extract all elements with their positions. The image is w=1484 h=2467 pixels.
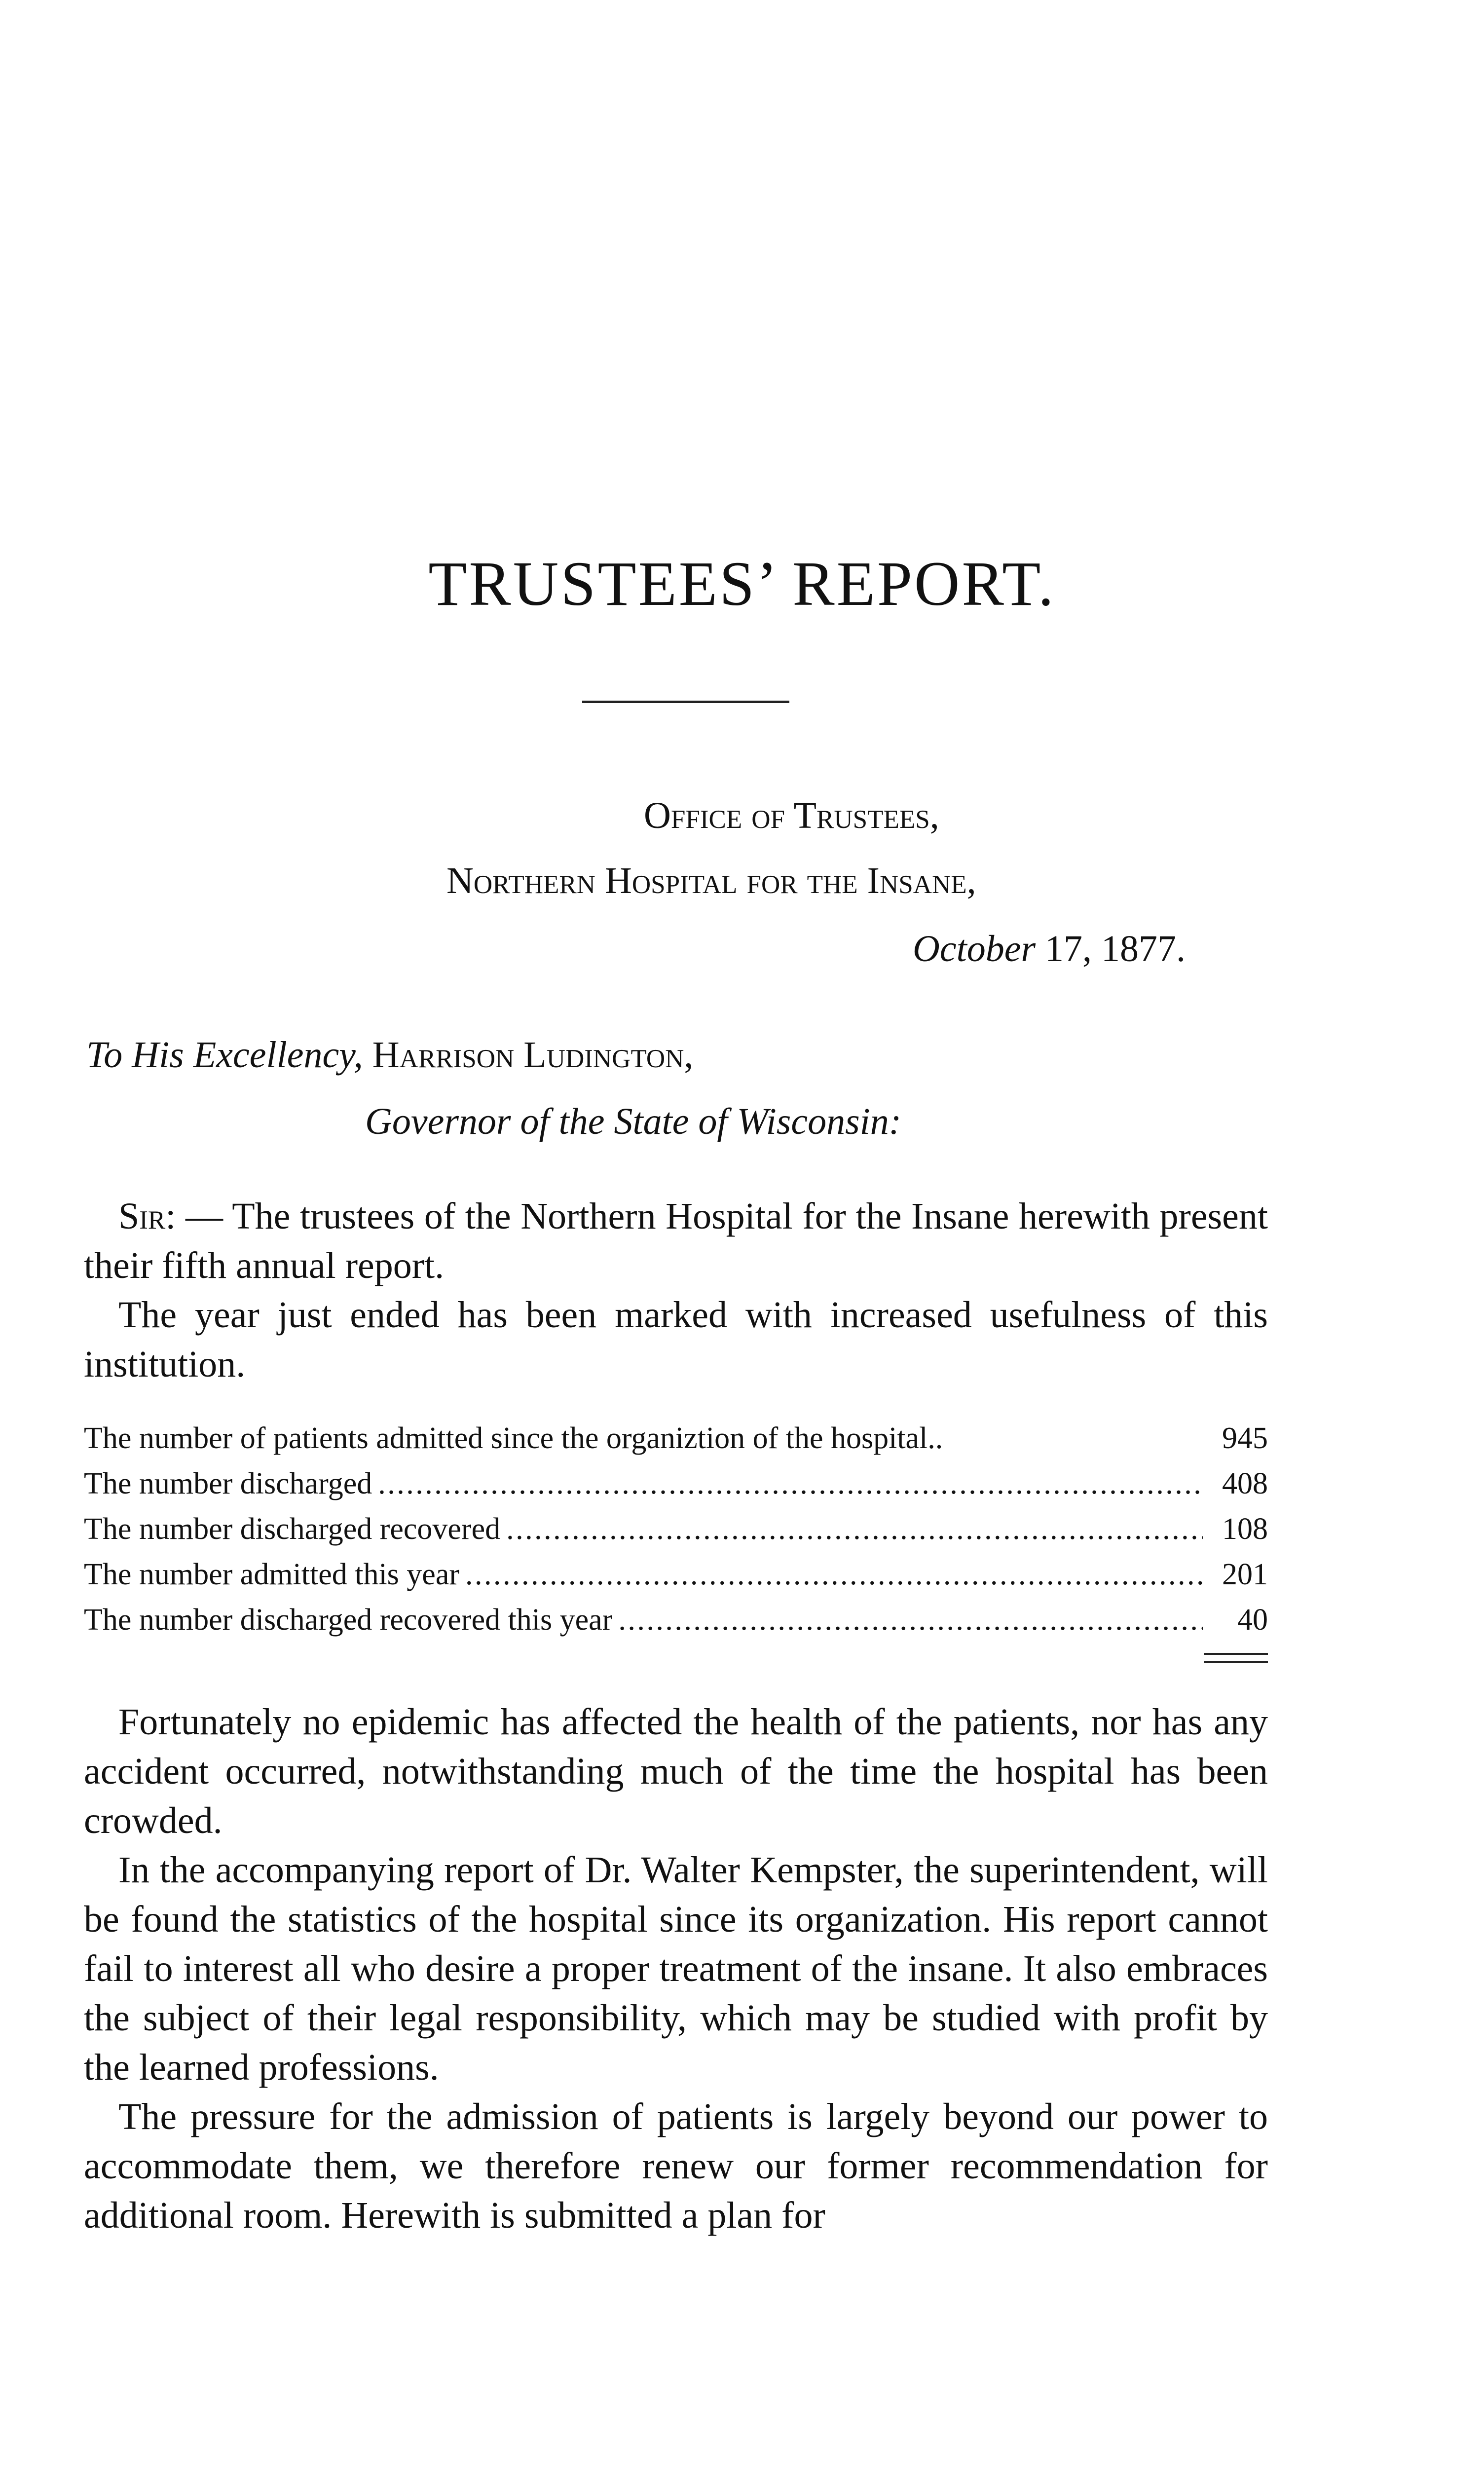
paragraph-1-text: — The trustees of the Northern Hospital for the Insane herewith present their fifth annual report. xyxy=(84,1196,1268,1286)
date-month: October xyxy=(913,928,1036,970)
leader-dots xyxy=(618,1603,1203,1638)
leader-dots xyxy=(378,1466,1203,1501)
paragraph-2: The year just ended has been marked with increased usefulness of this institution. xyxy=(84,1294,1268,1385)
total-double-rule xyxy=(1204,1653,1268,1663)
office-line-1: Office of Trustees, xyxy=(644,795,939,836)
stat-label: The number discharged xyxy=(84,1467,372,1500)
stat-label: The number admitted this year xyxy=(84,1558,459,1591)
stat-label: The number discharged recovered this year xyxy=(84,1603,613,1637)
intro-paragraphs xyxy=(84,1192,1268,1389)
paragraph-5: The pressure for the admission of patients is largely beyond our power to accommodate them, we therefore renew our former recommendation for additional room. Herewith is submitted a plan for xyxy=(84,2096,1268,2236)
office-line-2: Northern Hospital for the Insane, xyxy=(446,860,976,901)
page-title: TRUSTEES’ REPORT. xyxy=(428,549,1056,619)
salutation-line-1 xyxy=(86,1034,693,1077)
main-paragraphs xyxy=(84,1697,1268,2240)
stat-row xyxy=(84,1603,1268,1648)
leader-dots xyxy=(506,1512,1203,1547)
stat-row xyxy=(84,1557,1268,1603)
stat-value: 201 xyxy=(1222,1558,1268,1591)
stat-label: The number of patients admitted since the organiztion of the hospital.. xyxy=(84,1421,943,1455)
stat-value: 945 xyxy=(1222,1421,1268,1455)
stat-row xyxy=(84,1512,1268,1557)
paragraph-4: In the accompanying report of Dr. Walter Kempster, the superintendent, will be found the statistics of the hospital since its organization. His report cannot fail to interest all who desire a proper treatment of the insane. It also embraces the subject of their legal responsibility, which may be studied with profit by the learned professions. xyxy=(84,1849,1268,2088)
stat-row xyxy=(84,1466,1268,1512)
sir-lead: Sir: xyxy=(118,1196,176,1237)
paragraph-1 xyxy=(84,1192,1268,1290)
stat-value: 108 xyxy=(1222,1512,1268,1546)
stat-row xyxy=(84,1421,1268,1466)
paragraph-3: Fortunately no epidemic has affected the health of the patients, nor has any accident occurred, notwithstanding much of the time the hospital has been crowded. xyxy=(84,1701,1268,1841)
date-rest: 17, 1877. xyxy=(1036,928,1186,970)
statistics-table xyxy=(84,1421,1268,1648)
stat-value: 40 xyxy=(1237,1603,1268,1637)
stat-value: 408 xyxy=(1222,1467,1268,1500)
title-rule xyxy=(582,701,789,703)
stat-label: The number discharged recovered xyxy=(84,1512,501,1546)
salutation-name: Harrison Ludington, xyxy=(372,1034,694,1076)
office-date xyxy=(913,928,1186,971)
leader-dots xyxy=(465,1557,1203,1592)
salutation-governor: Governor of the State of Wisconsin: xyxy=(365,1101,902,1142)
salutation-to: To His Excellency, xyxy=(86,1034,363,1076)
